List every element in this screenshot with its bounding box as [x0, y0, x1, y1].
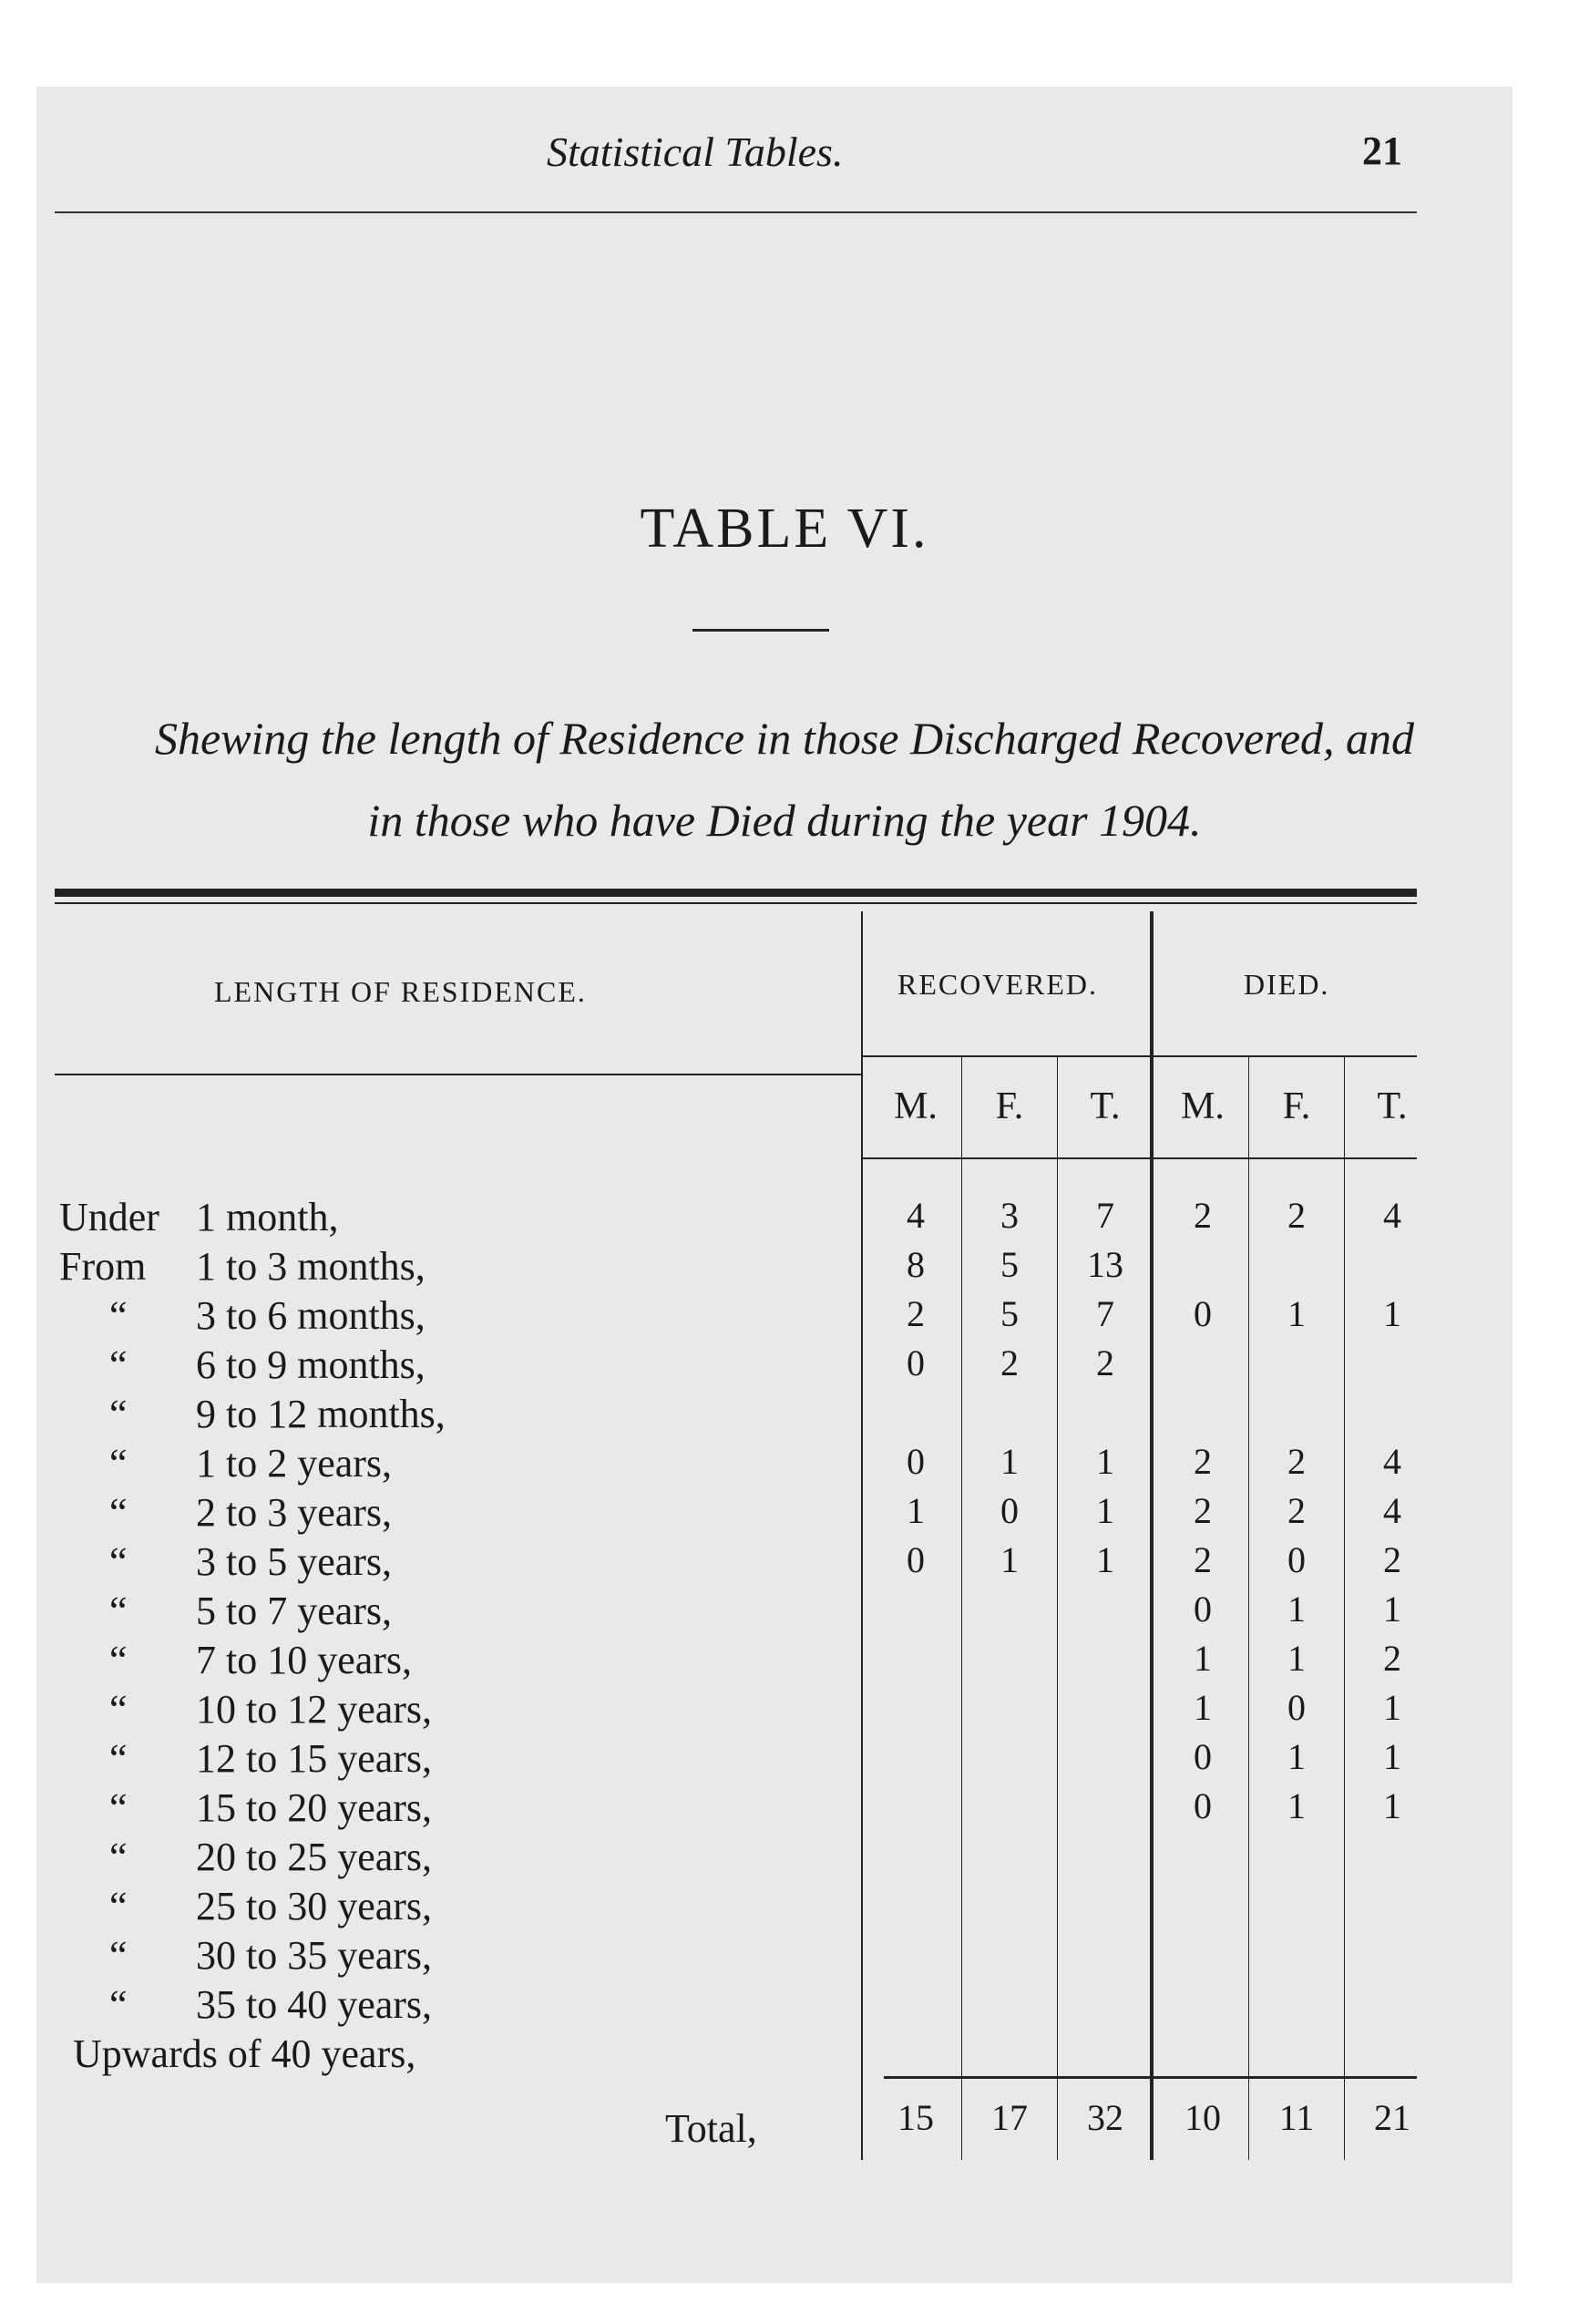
- total-label: Total,: [665, 2106, 757, 2151]
- row-label: 35 to 40 years,: [196, 1982, 433, 2027]
- cell-recovered-m: 2: [907, 1293, 925, 1334]
- cell-recovered-m: 1: [907, 1490, 925, 1531]
- total-died-m: 10: [1184, 2097, 1221, 2138]
- cell-recovered-t: 7: [1096, 1195, 1114, 1236]
- subheader-recovered-m: M.: [894, 1085, 938, 1127]
- cell-died-f: 1: [1287, 1736, 1306, 1777]
- cell-recovered-t: 13: [1087, 1244, 1123, 1285]
- cell-recovered-f: 0: [1000, 1490, 1019, 1531]
- cell-recovered-t: 7: [1096, 1293, 1114, 1334]
- table-top-rule-thin: [55, 902, 1417, 904]
- cell-died-t: 1: [1383, 1785, 1401, 1826]
- divider-m-f-recovered: [961, 1057, 962, 2160]
- row-label: 25 to 30 years,: [196, 1884, 433, 1928]
- cell-died-m: 0: [1194, 1736, 1212, 1777]
- row-prefix: “: [109, 1736, 128, 1781]
- row-prefix: “: [109, 1638, 128, 1682]
- cell-died-t: 4: [1383, 1195, 1401, 1236]
- row-label: 9 to 12 months,: [196, 1392, 446, 1436]
- running-title: Statistical Tables.: [547, 129, 844, 175]
- cell-died-m: 2: [1194, 1539, 1212, 1580]
- column-header-length: LENGTH OF RESIDENCE.: [214, 975, 587, 1008]
- row-label: 12 to 15 years,: [196, 1736, 433, 1781]
- row-label: 2 to 3 years,: [196, 1490, 393, 1535]
- row-label: 3 to 5 years,: [196, 1539, 393, 1584]
- row-label: Upwards of 40 years,: [73, 2031, 416, 2076]
- cell-died-f: 1: [1287, 1638, 1306, 1679]
- row-prefix: Under: [59, 1195, 159, 1239]
- cell-died-f: 1: [1287, 1785, 1306, 1826]
- row-prefix: “: [109, 1835, 128, 1879]
- cell-recovered-f: 1: [1000, 1539, 1019, 1580]
- page-number: 21: [1362, 129, 1402, 173]
- header-rule-right: [861, 1055, 1417, 1057]
- divider-length-recovered: [861, 911, 863, 2160]
- subheader-died-t: T.: [1377, 1085, 1408, 1127]
- row-label: 10 to 12 years,: [196, 1687, 433, 1732]
- cell-died-m: 2: [1194, 1490, 1212, 1531]
- table-top-rule: [55, 889, 1417, 897]
- row-prefix: “: [109, 1539, 128, 1584]
- row-label: 15 to 20 years,: [196, 1785, 433, 1830]
- divider-recovered-died: [1150, 911, 1154, 2160]
- cell-died-f: 2: [1287, 1195, 1306, 1236]
- subheader-rule: [861, 1157, 1417, 1159]
- cell-died-t: 4: [1383, 1441, 1401, 1482]
- cell-died-m: 1: [1194, 1687, 1212, 1728]
- header-rule: [55, 211, 1417, 213]
- cell-died-m: 2: [1194, 1441, 1212, 1482]
- cell-recovered-f: 2: [1000, 1342, 1019, 1383]
- row-label: 3 to 6 months,: [196, 1293, 426, 1338]
- cell-recovered-f: 5: [1000, 1244, 1019, 1285]
- row-label: 1 month,: [196, 1195, 339, 1239]
- cell-recovered-t: 1: [1096, 1441, 1114, 1482]
- subheader-recovered-t: T.: [1090, 1085, 1121, 1127]
- subheader-recovered-f: F.: [995, 1085, 1024, 1127]
- row-prefix: “: [109, 1342, 128, 1387]
- row-label: 1 to 3 months,: [196, 1244, 426, 1289]
- cell-died-m: 1: [1194, 1638, 1212, 1679]
- cell-recovered-t: 1: [1096, 1539, 1114, 1580]
- cell-recovered-m: 0: [907, 1441, 925, 1482]
- row-label: 1 to 2 years,: [196, 1441, 393, 1486]
- cell-died-t: 1: [1383, 1687, 1401, 1728]
- cell-died-f: 1: [1287, 1589, 1306, 1630]
- row-label: 30 to 35 years,: [196, 1933, 433, 1978]
- cell-died-t: 1: [1383, 1589, 1401, 1630]
- row-prefix: “: [109, 1490, 128, 1535]
- total-recovered-f: 17: [991, 2097, 1028, 2138]
- total-died-t: 21: [1374, 2097, 1410, 2138]
- row-prefix: “: [109, 1785, 128, 1830]
- row-prefix: “: [109, 1293, 128, 1338]
- cell-died-m: 2: [1194, 1195, 1212, 1236]
- row-label: 7 to 10 years,: [196, 1638, 413, 1682]
- divider-f-t-died: [1344, 1057, 1345, 2160]
- column-header-recovered: RECOVERED.: [897, 968, 1098, 1001]
- cell-recovered-m: 8: [907, 1244, 925, 1285]
- cell-recovered-m: 0: [907, 1342, 925, 1383]
- row-prefix: “: [109, 1589, 128, 1633]
- cell-died-t: 2: [1383, 1539, 1401, 1580]
- cell-died-f: 0: [1287, 1687, 1306, 1728]
- cell-died-m: 0: [1194, 1785, 1212, 1826]
- cell-died-t: 1: [1383, 1736, 1401, 1777]
- total-recovered-t: 32: [1087, 2097, 1123, 2138]
- row-label: 20 to 25 years,: [196, 1835, 433, 1879]
- row-prefix: “: [109, 1687, 128, 1732]
- subtitle-line-2: in those who have Died during the year 1904.: [367, 795, 1202, 846]
- cell-recovered-m: 4: [907, 1195, 925, 1236]
- divider-m-f-died: [1248, 1057, 1249, 2160]
- cell-recovered-f: 3: [1000, 1195, 1019, 1236]
- row-prefix: “: [109, 1933, 128, 1978]
- row-label: 5 to 7 years,: [196, 1589, 393, 1633]
- cell-died-m: 0: [1194, 1589, 1212, 1630]
- subtitle-line-1: Shewing the length of Residence in those Discharged Recovered, and: [154, 713, 1415, 764]
- total-rule: [884, 2076, 1417, 2079]
- cell-died-f: 1: [1287, 1293, 1306, 1334]
- total-died-f: 11: [1278, 2097, 1315, 2138]
- cell-died-f: 0: [1287, 1539, 1306, 1580]
- cell-recovered-f: 5: [1000, 1293, 1019, 1334]
- table-title: TABLE VI.: [640, 498, 929, 560]
- row-prefix: “: [109, 1392, 128, 1436]
- row-prefix: “: [109, 1884, 128, 1928]
- row-label: 6 to 9 months,: [196, 1342, 426, 1387]
- row-prefix: “: [109, 1982, 128, 2027]
- cell-died-m: 0: [1194, 1293, 1212, 1334]
- row-prefix: “: [109, 1441, 128, 1486]
- cell-died-t: 1: [1383, 1293, 1401, 1334]
- subheader-died-f: F.: [1282, 1085, 1311, 1127]
- cell-recovered-f: 1: [1000, 1441, 1019, 1482]
- column-header-died: DIED.: [1244, 968, 1330, 1001]
- cell-recovered-m: 0: [907, 1539, 925, 1580]
- cell-died-t: 4: [1383, 1490, 1401, 1531]
- cell-died-f: 2: [1287, 1490, 1306, 1531]
- divider-f-t-recovered: [1057, 1057, 1058, 2160]
- header-rule-left: [55, 1074, 861, 1075]
- subheader-died-m: M.: [1181, 1085, 1225, 1127]
- cell-recovered-t: 2: [1096, 1342, 1114, 1383]
- total-recovered-m: 15: [897, 2097, 934, 2138]
- title-rule: [692, 629, 829, 632]
- cell-died-f: 2: [1287, 1441, 1306, 1482]
- cell-recovered-t: 1: [1096, 1490, 1114, 1531]
- cell-died-t: 2: [1383, 1638, 1401, 1679]
- row-prefix: From: [59, 1244, 147, 1289]
